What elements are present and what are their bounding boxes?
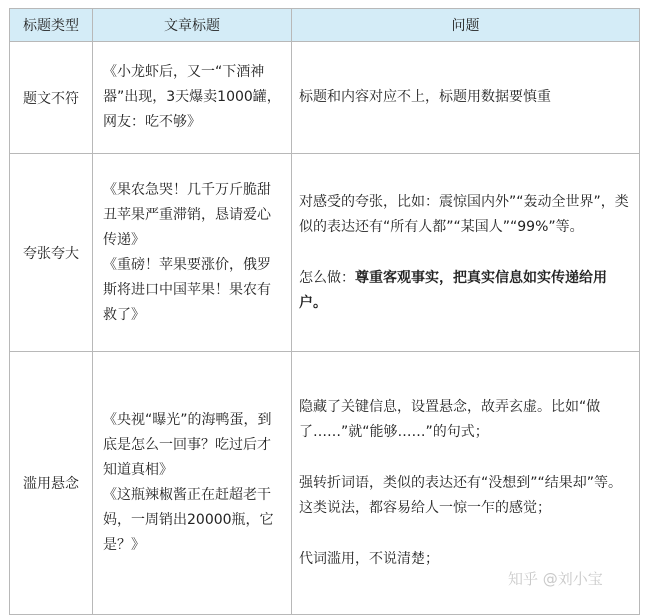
- article-title: 《小龙虾后，又一“下酒神器”出现，3天爆卖1000罐，网友：吃不够》: [103, 64, 281, 130]
- title-cell: [93, 352, 292, 615]
- issue-text: 代词滥用，不说清楚；: [299, 550, 439, 567]
- type-cell: 滥用悬念: [10, 352, 93, 615]
- issue-text: 标题和内容对应不上，标题用数据要慎重: [299, 89, 551, 105]
- paragraph-gap: [299, 521, 631, 547]
- type-cell: 夸张夸大: [10, 154, 93, 352]
- title-cell: [93, 154, 292, 352]
- issue-cell: [292, 42, 640, 154]
- header-row: [10, 9, 640, 42]
- article-title: 《果农急哭！几千万斤脆甜丑苹果严重滞销，恳请爱心传递》: [103, 181, 271, 248]
- how-to-label: 怎么做：: [299, 269, 355, 286]
- type-cell: 题文不符: [10, 42, 93, 154]
- paragraph-gap: [299, 445, 631, 471]
- table-row: [10, 154, 640, 352]
- article-title: 《央视“曝光”的海鸭蛋，到底是怎么一回事？吃过后才知道真相》: [103, 412, 272, 478]
- how-to-emphasis: 尊重客观事实，把真实信息如实传递给用户。: [299, 269, 607, 311]
- header-article-title: 文章标题: [93, 9, 292, 42]
- issue-text: 强转折词语，类似的表达还有“没想到”“结果却”等。这类说法，都容易给人一惊一乍的感觉；: [299, 474, 623, 516]
- issue-cell: [292, 154, 640, 352]
- table-header: [10, 9, 640, 42]
- header-issue: 问题: [292, 9, 640, 42]
- article-title: 《这瓶辣椒酱正在赶超老干妈，一周销出20000瓶，它是？》: [103, 487, 274, 553]
- comparison-table: [9, 8, 640, 615]
- watermark: 知乎 @刘小宝: [508, 570, 603, 588]
- article-title: 《重磅！苹果要涨价，俄罗斯将进口中国苹果！果农有救了》: [103, 256, 271, 323]
- header-title-type: 标题类型: [10, 9, 93, 42]
- table-row: [10, 42, 640, 154]
- paragraph-gap: [299, 240, 631, 266]
- title-cell: [93, 42, 292, 154]
- issue-text: 对感受的夸张，比如：震惊国内外”“轰动全世界”，类似的表达还有“所有人都”“某国人”“99%”等。: [299, 193, 629, 235]
- issue-text: 隐藏了关键信息，设置悬念，故弄玄虚。比如“做了……”就“能够……”的句式；: [299, 398, 601, 440]
- how-to-paragraph: [299, 266, 631, 316]
